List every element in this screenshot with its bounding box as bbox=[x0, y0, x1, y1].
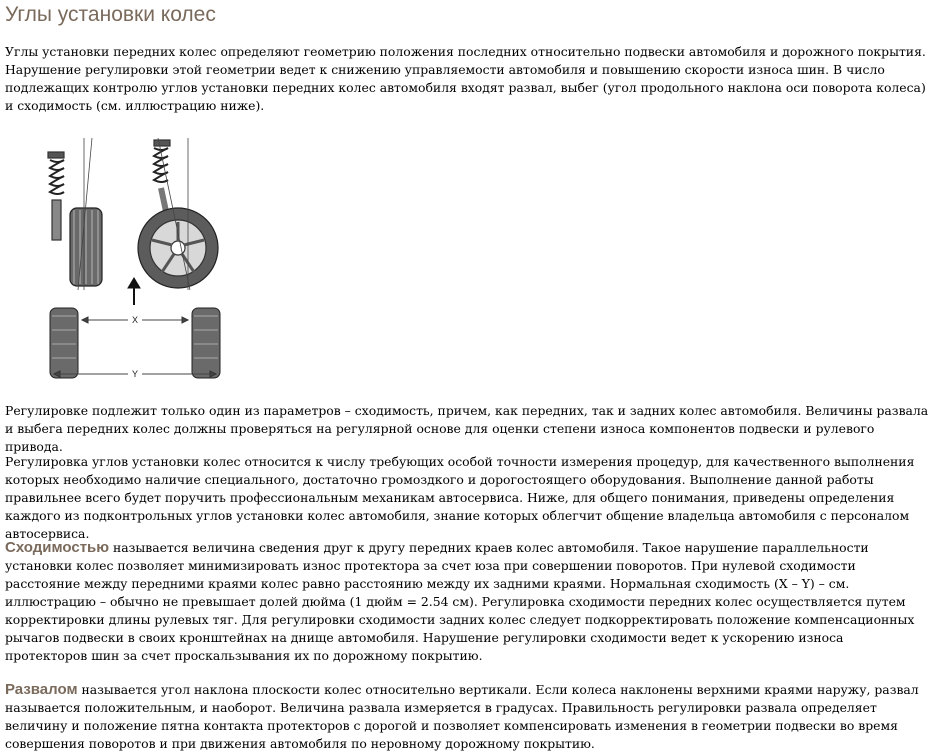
wheel-alignment-illustration bbox=[30, 130, 240, 390]
forward-arrow-icon bbox=[128, 278, 140, 305]
toe-paragraph bbox=[5, 539, 929, 665]
camber-paragraph bbox=[5, 681, 929, 753]
camber-definition: называется угол наклона плоскости колес относительно вертикали. Если колеса наклонены верхними краями наружу, развал называется положительным, и наоборот. Величина развала измеряется в градусах. Правильность регулировки развала определяет величину и положение пятна контакта протекторов с дорогой и позволяет компенсировать изменения в геометрии подвески во время совершения поворотов и при движения автомобиля по неровному дорожному покрытию. bbox=[5, 682, 919, 751]
toe-label-x: X bbox=[131, 315, 139, 325]
caster-diagram bbox=[138, 138, 218, 290]
toe-label-y: Y bbox=[131, 369, 139, 379]
precision-paragraph: Регулировка углов установки колес относится к числу требующих особой точности измерения процедур, для качественного выполнения которых необходимо наличие специального, достаточно громоздкого и дорогостоящего оборудования. Выполнение данной работы правильнее всего будет поручить профессиональным механикам автосервиса. Ниже, для общего понимания, приведены определения каждого из подконтрольных углов установки колес автомобиля, знание которых облегчит общение владельца автомобиля с персоналом автосервиса. bbox=[5, 454, 915, 541]
toe-definition: называется величина сведения друг к другу передних краев колес автомобиля. Такое нарушение параллельности установки колес позволяет минимизировать износ протектора за счет юза при совершении поворотов. При нулевой сходимости расстояние между передними краями колес равно расстоянию между их задними краями. Нормальная сходимость (X – Y) – см. иллюстрацию – обычно не превышает долей дюйма (1 дюйм = 2.54 см). Регулировка сходимости передних колес осуществляется путем корректировки длины рулевых тяг. Для регулировки сходимости задних колес следует подкорректировать положение компенсационных рычагов подвески в своих кронштейнах на днище автомобиля. Нарушение регулировки сходимости ведет к ускорению износа протекторов шин за счет проскальзывания их по дорожному покрытию. bbox=[5, 540, 915, 663]
camber-diagram bbox=[48, 138, 102, 290]
intro-paragraph: Углы установки передних колес определяют геометрию положения последних относительно подвески автомобиля и дорожного покрытия. Нарушение регулировки этой геометрии ведет к снижению управляемости автомобиля и повышению скорости износа шин. В число подлежащих контролю углов установки передних колес автомобиля входят развал, выбег (угол продольного наклона оси поворота колеса) и сходимость (см. иллюстрацию ниже). bbox=[5, 44, 926, 113]
adjustment-paragraph: Регулировке подлежит только один из параметров – сходимость, причем, как передних, так и задних колес автомобиля. Величины развала и выбега передних колес должны проверяться на регулярной основе для оценки степени износа компонентов подвески и рулевого привода. bbox=[5, 403, 929, 454]
page-title: Углы установки колес bbox=[5, 3, 216, 26]
camber-term: Развалом bbox=[5, 681, 78, 698]
toe-term: Сходимостью bbox=[5, 539, 110, 556]
